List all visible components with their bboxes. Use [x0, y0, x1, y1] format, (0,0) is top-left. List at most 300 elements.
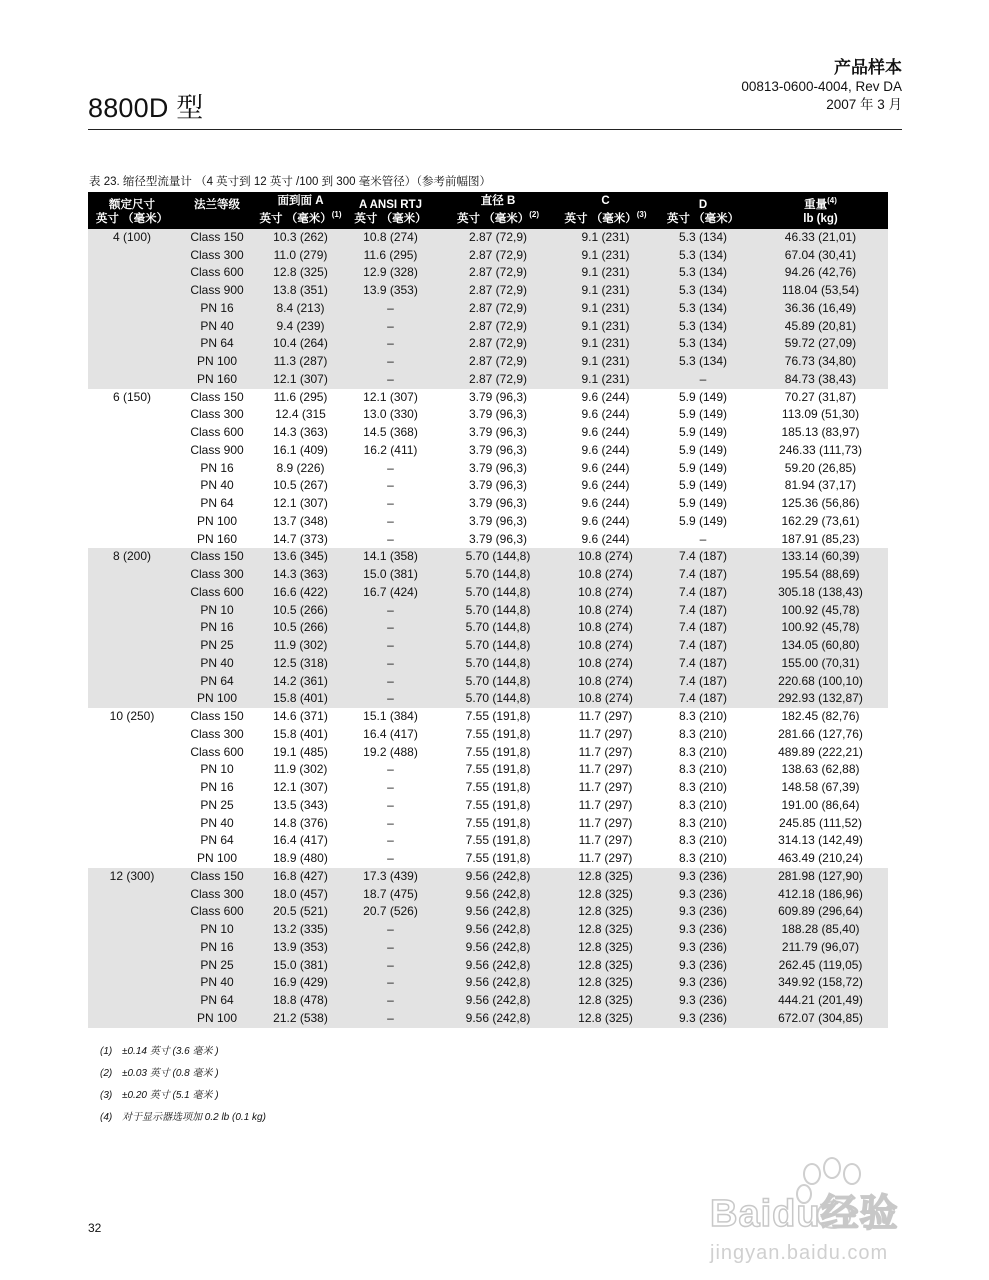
- table-cell: 14.5 (368): [363, 425, 418, 440]
- table-cell: 9.1 (231): [558, 371, 653, 389]
- table-row: [88, 957, 888, 975]
- table-row: [88, 673, 888, 691]
- table-cell: 8.3 (210): [678, 815, 728, 830]
- table-cell: 15.8 (401): [273, 726, 328, 741]
- column-unit-text: 英寸 （毫米）: [354, 212, 427, 225]
- table-cell: 3.79 (96,3): [468, 425, 528, 440]
- table-cell: 10.5 (267): [273, 478, 328, 493]
- table-header-row: [88, 192, 888, 229]
- table-cell: –: [387, 531, 394, 546]
- table-row: [88, 371, 888, 389]
- column-header-label: 法兰等级: [194, 198, 240, 211]
- table-cell: 13.7 (348): [273, 513, 328, 528]
- table-cell: 12.9 (328): [343, 264, 438, 282]
- table-row: [88, 690, 888, 708]
- table-cell: Class 150: [176, 229, 258, 247]
- table-row: [88, 992, 888, 1010]
- table-cell: 7.4 (187): [653, 673, 753, 691]
- table-cell: 100.92 (45,78): [753, 619, 888, 637]
- nominal-size-cell: [88, 584, 176, 602]
- table-cell: 9.3 (236): [653, 886, 753, 904]
- table-cell: 5.9 (149): [678, 460, 728, 475]
- table-cell: 7.55 (191,8): [465, 833, 531, 848]
- nominal-size-cell: [88, 726, 176, 744]
- table-cell: 5.9 (149): [678, 425, 728, 440]
- table-cell: 305.18 (138,43): [753, 584, 888, 602]
- table-cell: 8.3 (210): [678, 744, 728, 759]
- table-cell: 9.6 (244): [581, 496, 630, 511]
- footnote-text: ±0.20 英寸 (5.1 毫米 ): [122, 1090, 219, 1101]
- table-row: [88, 797, 888, 815]
- table-cell: 12.1 (307): [258, 371, 343, 389]
- table-cell: 16.6 (422): [258, 584, 343, 602]
- table-cell: 67.04 (30,41): [753, 247, 888, 265]
- table-row: [88, 619, 888, 637]
- table-row: [88, 566, 888, 584]
- table-row: [88, 708, 888, 726]
- table-cell: 10.8 (274): [558, 637, 653, 655]
- table-cell: PN 40: [200, 815, 234, 830]
- table-cell: PN 64: [200, 496, 234, 511]
- table-cell: Class 150: [176, 868, 258, 886]
- table-cell: 134.05 (60,80): [753, 637, 888, 655]
- nominal-size-cell: [88, 619, 176, 637]
- table-cell: 8.3 (210): [678, 780, 728, 795]
- table-cell: PN 100: [196, 851, 238, 866]
- column-header-unit: [258, 208, 343, 226]
- table-cell: 20.5 (521): [258, 903, 343, 921]
- table-cell: 5.9 (149): [678, 442, 728, 457]
- nominal-size-cell: [88, 335, 176, 353]
- nominal-size-cell: [88, 637, 176, 655]
- table-cell: 195.54 (88,69): [753, 566, 888, 584]
- table-cell: 9.1 (231): [558, 264, 653, 282]
- table-cell: 8.3 (210): [678, 797, 728, 812]
- table-cell: 9.1 (231): [558, 247, 653, 265]
- table-body: [88, 229, 888, 1028]
- table-cell: Class 300: [176, 886, 258, 904]
- table-cell: –: [343, 1010, 438, 1028]
- table-cell: –: [699, 531, 707, 546]
- table-cell: 9.6 (244): [581, 442, 630, 457]
- table-cell: 11.7 (297): [578, 833, 633, 848]
- nominal-size-cell: [88, 318, 176, 336]
- table-cell: 7.55 (191,8): [465, 709, 531, 724]
- table-cell: –: [343, 974, 438, 992]
- table-cell: 14.6 (371): [273, 709, 328, 724]
- table-cell: 5.9 (149): [678, 389, 728, 404]
- footnote-marker: (2): [529, 210, 539, 219]
- table-cell: –: [387, 478, 394, 493]
- table-cell: 9.56 (242,8): [438, 974, 558, 992]
- table-row: [88, 815, 888, 833]
- table-cell: PN 100: [176, 690, 258, 708]
- nominal-size-cell: [88, 602, 176, 620]
- table-cell: 246.33 (111,73): [779, 442, 862, 457]
- table-cell: Class 150: [190, 709, 244, 724]
- nominal-size-cell: [88, 247, 176, 265]
- document-header: [741, 57, 902, 114]
- table-cell: PN 16: [200, 460, 234, 475]
- table-cell: 5.70 (144,8): [438, 584, 558, 602]
- table-cell: 21.2 (538): [258, 1010, 343, 1028]
- table-cell: 3.79 (96,3): [468, 389, 528, 404]
- table-cell: 12.8 (325): [558, 921, 653, 939]
- table-row: [88, 495, 888, 513]
- table-cell: –: [387, 460, 394, 475]
- column-header-unit: [176, 212, 258, 226]
- table-cell: 19.2 (488): [363, 744, 418, 759]
- table-cell: PN 160: [196, 531, 238, 546]
- table-cell: 2.87 (72,9): [438, 282, 558, 300]
- table-cell: 9.4 (239): [258, 318, 343, 336]
- table-cell: Class 600: [190, 744, 244, 759]
- footnote-text: 对于显示器选项加 0.2 lb (0.1 kg): [122, 1112, 266, 1123]
- table-cell: 7.4 (187): [653, 619, 753, 637]
- table-cell: 12.1 (307): [273, 780, 328, 795]
- column-unit-text: 英寸 （毫米）: [95, 212, 169, 225]
- nominal-size-cell: [88, 282, 176, 300]
- footnote: [100, 1064, 219, 1079]
- table-cell: 182.45 (82,76): [781, 709, 860, 724]
- nominal-size-cell: [88, 513, 176, 531]
- nominal-size-cell: [88, 655, 176, 673]
- table-cell: 14.2 (361): [258, 673, 343, 691]
- table-cell: 18.9 (480): [273, 851, 328, 866]
- table-cell: 133.14 (60,39): [753, 548, 888, 566]
- nominal-size-cell: [88, 1010, 176, 1028]
- table-cell: 15.0 (381): [258, 957, 343, 975]
- table-cell: 10.8 (274): [558, 584, 653, 602]
- table-cell: 15.1 (384): [363, 709, 418, 724]
- baidu-watermark: [700, 1150, 940, 1270]
- column-header-label: A ANSI RTJ: [358, 198, 423, 211]
- table-cell: 7.4 (187): [653, 655, 753, 673]
- table-row: [88, 460, 888, 478]
- table-cell: 11.7 (297): [578, 726, 633, 741]
- table-cell: 245.85 (111,52): [779, 815, 862, 830]
- table-cell: PN 64: [200, 833, 234, 848]
- dimension-table-wrapper: [88, 192, 888, 1028]
- table-cell: 10.8 (274): [558, 673, 653, 691]
- dimension-table: [88, 192, 888, 1028]
- nominal-size-cell: [88, 690, 176, 708]
- table-row: [88, 264, 888, 282]
- column-header-2: [258, 192, 343, 229]
- table-cell: 2.87 (72,9): [438, 264, 558, 282]
- table-cell: 59.20 (26,85): [784, 460, 857, 475]
- nominal-size-cell: [88, 939, 176, 957]
- table-cell: 12.8 (325): [558, 957, 653, 975]
- table-cell: PN 25: [200, 797, 234, 812]
- column-header-label: 额定尺寸: [109, 198, 155, 211]
- footnote-text: ±0.03 英寸 (0.8 毫米 ): [122, 1068, 219, 1079]
- table-cell: 9.6 (244): [581, 407, 630, 422]
- table-cell: 7.55 (191,8): [465, 815, 531, 830]
- table-cell: 5.9 (149): [678, 478, 728, 493]
- column-header-unit: [438, 208, 558, 226]
- table-row: [88, 974, 888, 992]
- table-row: [88, 282, 888, 300]
- table-cell: 2.87 (72,9): [438, 335, 558, 353]
- table-cell: 463.49 (210,24): [778, 851, 863, 866]
- table-cell: PN 16: [200, 780, 234, 795]
- watermark-url: jingyan.baidu.com: [710, 1242, 889, 1264]
- table-row: [88, 353, 888, 371]
- table-cell: 11.7 (297): [578, 709, 633, 724]
- nominal-size-cell: [88, 371, 176, 389]
- column-header-7: [753, 192, 888, 229]
- table-cell: 12.8 (325): [558, 939, 653, 957]
- table-cell: –: [343, 957, 438, 975]
- table-row: [88, 637, 888, 655]
- table-cell: 7.4 (187): [653, 566, 753, 584]
- table-cell: 9.6 (244): [581, 531, 630, 546]
- table-cell: 13.8 (351): [258, 282, 343, 300]
- table-caption: 表 23. 缩径型流量计 （4 英寸到 12 英寸 /100 到 300 毫米管径）（参考前幅图）: [89, 176, 491, 188]
- table-cell: 5.3 (134): [653, 353, 753, 371]
- table-cell: 3.79 (96,3): [468, 442, 528, 457]
- table-cell: 5.9 (149): [678, 407, 728, 422]
- table-cell: 9.3 (236): [653, 974, 753, 992]
- page-number: 32: [88, 1221, 102, 1235]
- table-cell: 17.3 (439): [343, 868, 438, 886]
- footnote-number: (1): [100, 1046, 113, 1057]
- table-cell: 118.04 (53,54): [753, 282, 888, 300]
- table-row: [88, 424, 888, 442]
- table-row: [88, 939, 888, 957]
- table-cell: PN 10: [176, 921, 258, 939]
- nominal-size-cell: [88, 903, 176, 921]
- nominal-size-cell: [88, 477, 176, 495]
- nominal-size-cell: [88, 566, 176, 584]
- table-cell: 9.56 (242,8): [438, 886, 558, 904]
- table-cell: 412.18 (186,96): [753, 886, 888, 904]
- nominal-size-cell: 6 (150): [112, 389, 152, 404]
- table-cell: 16.7 (424): [343, 584, 438, 602]
- table-row: [88, 318, 888, 336]
- table-cell: 314.13 (142,49): [778, 833, 863, 848]
- column-header-label: 重量: [804, 198, 828, 211]
- table-cell: 5.70 (144,8): [438, 602, 558, 620]
- table-cell: 7.4 (187): [653, 584, 753, 602]
- table-cell: 10.8 (274): [558, 690, 653, 708]
- table-cell: 9.6 (244): [581, 513, 630, 528]
- nominal-size-cell: [88, 815, 176, 833]
- column-header-3: [343, 192, 438, 229]
- nominal-size-cell: [88, 406, 176, 424]
- table-cell: 12.8 (325): [558, 1010, 653, 1028]
- nominal-size-cell: [88, 779, 176, 797]
- table-row: [88, 850, 888, 868]
- table-cell: 11.3 (287): [258, 353, 343, 371]
- table-cell: 9.56 (242,8): [438, 957, 558, 975]
- table-cell: 489.89 (222,21): [778, 744, 863, 759]
- table-cell: PN 10: [200, 762, 234, 777]
- footnote-marker: (4): [827, 196, 837, 205]
- table-row: [88, 832, 888, 850]
- table-cell: 14.8 (376): [273, 815, 328, 830]
- table-cell: –: [343, 655, 438, 673]
- table-cell: 12.8 (325): [558, 974, 653, 992]
- table-cell: 262.45 (119,05): [753, 957, 888, 975]
- column-unit-text: 英寸 （毫米）: [259, 212, 332, 225]
- table-cell: 10.8 (274): [558, 548, 653, 566]
- table-cell: –: [653, 371, 753, 389]
- table-cell: 7.55 (191,8): [465, 780, 531, 795]
- table-cell: 7.4 (187): [653, 602, 753, 620]
- table-cell: 9.3 (236): [653, 868, 753, 886]
- table-cell: PN 40: [200, 478, 234, 493]
- column-header-unit: [753, 212, 888, 226]
- table-cell: 5.70 (144,8): [438, 637, 558, 655]
- nominal-size-cell: [88, 921, 176, 939]
- table-cell: 11.9 (302): [273, 762, 328, 777]
- table-row: [88, 1010, 888, 1028]
- table-cell: 8.3 (210): [678, 762, 728, 777]
- table-cell: 45.89 (20,81): [753, 318, 888, 336]
- table-cell: Class 600: [190, 425, 244, 440]
- table-cell: 9.56 (242,8): [438, 992, 558, 1010]
- table-cell: 281.98 (127,90): [753, 868, 888, 886]
- table-cell: 13.5 (343): [273, 797, 328, 812]
- table-cell: 2.87 (72,9): [438, 229, 558, 247]
- table-row: [88, 406, 888, 424]
- table-cell: 155.00 (70,31): [753, 655, 888, 673]
- table-cell: –: [343, 992, 438, 1010]
- table-cell: PN 100: [196, 513, 238, 528]
- table-cell: PN 64: [176, 335, 258, 353]
- table-cell: 5.70 (144,8): [438, 619, 558, 637]
- column-header-6: [653, 192, 753, 229]
- nominal-size-cell: [88, 264, 176, 282]
- footnote: [100, 1086, 219, 1101]
- table-cell: 13.0 (330): [363, 407, 418, 422]
- table-cell: –: [343, 602, 438, 620]
- nominal-size-cell: 12 (300): [88, 868, 176, 886]
- table-cell: 113.09 (51,30): [781, 407, 860, 422]
- table-cell: 14.7 (373): [273, 531, 328, 546]
- table-cell: 10.8 (274): [558, 655, 653, 673]
- table-cell: 2.87 (72,9): [438, 318, 558, 336]
- table-cell: Class 600: [176, 264, 258, 282]
- table-cell: 5.70 (144,8): [438, 655, 558, 673]
- table-cell: 5.3 (134): [653, 282, 753, 300]
- table-cell: 2.87 (72,9): [438, 247, 558, 265]
- table-cell: 12.8 (325): [558, 868, 653, 886]
- table-cell: 5.9 (149): [678, 496, 728, 511]
- column-header-label: 面到面 A: [277, 195, 324, 207]
- nominal-size-cell: [88, 300, 176, 318]
- table-cell: PN 40: [176, 655, 258, 673]
- table-cell: 84.73 (38,43): [753, 371, 888, 389]
- column-header-unit: [88, 212, 176, 226]
- column-unit-text: 英寸 （毫米）: [564, 212, 637, 225]
- doc-number: 00813-0600-4004, Rev DA: [741, 79, 902, 94]
- table-cell: 10.8 (274): [558, 619, 653, 637]
- table-cell: 9.1 (231): [558, 300, 653, 318]
- table-cell: 8.3 (210): [678, 833, 728, 848]
- table-cell: 3.79 (96,3): [468, 478, 528, 493]
- table-cell: 59.72 (27,09): [753, 335, 888, 353]
- footnote-marker: (1): [331, 210, 342, 219]
- table-cell: 11.0 (279): [258, 247, 343, 265]
- footnote-marker: (3): [636, 210, 647, 219]
- table-cell: 2.87 (72,9): [438, 300, 558, 318]
- table-cell: 9.56 (242,8): [438, 939, 558, 957]
- nominal-size-cell: [88, 460, 176, 478]
- table-cell: 9.1 (231): [558, 353, 653, 371]
- table-cell: PN 100: [176, 1010, 258, 1028]
- footnote-number: (3): [100, 1090, 113, 1101]
- table-cell: 94.26 (42,76): [753, 264, 888, 282]
- table-cell: –: [387, 851, 394, 866]
- table-row: [88, 886, 888, 904]
- table-cell: –: [343, 318, 438, 336]
- table-cell: PN 100: [176, 353, 258, 371]
- header-divider: [88, 129, 902, 130]
- table-cell: –: [343, 690, 438, 708]
- table-cell: 5.3 (134): [653, 264, 753, 282]
- table-row: [88, 744, 888, 762]
- table-row: [88, 921, 888, 939]
- table-cell: 349.92 (158,72): [753, 974, 888, 992]
- nominal-size-cell: [88, 744, 176, 762]
- table-cell: 9.56 (242,8): [438, 903, 558, 921]
- table-cell: Class 300: [190, 726, 244, 741]
- table-row: [88, 531, 888, 549]
- table-cell: 11.7 (297): [578, 762, 633, 777]
- table-cell: 8.3 (210): [678, 726, 728, 741]
- table-row: [88, 726, 888, 744]
- table-cell: 10.8 (274): [558, 602, 653, 620]
- table-cell: 672.07 (304,85): [753, 1010, 888, 1028]
- table-cell: PN 10: [176, 602, 258, 620]
- table-cell: 9.1 (231): [558, 318, 653, 336]
- table-row: [88, 247, 888, 265]
- table-cell: 9.3 (236): [653, 992, 753, 1010]
- table-cell: Class 900: [190, 442, 244, 457]
- table-cell: 18.0 (457): [258, 886, 343, 904]
- table-cell: 9.1 (231): [558, 335, 653, 353]
- table-row: [88, 229, 888, 247]
- table-cell: 11.7 (297): [578, 780, 633, 795]
- table-row: [88, 548, 888, 566]
- table-cell: –: [387, 815, 394, 830]
- table-cell: 7.55 (191,8): [465, 762, 531, 777]
- table-cell: 9.56 (242,8): [438, 868, 558, 886]
- column-header-5: [558, 192, 653, 229]
- table-cell: 14.3 (363): [273, 425, 328, 440]
- table-cell: PN 16: [176, 300, 258, 318]
- table-cell: 16.4 (417): [363, 726, 418, 741]
- table-row: [88, 300, 888, 318]
- table-row: [88, 477, 888, 495]
- table-cell: 9.6 (244): [581, 478, 630, 493]
- table-cell: 185.13 (83,97): [781, 425, 860, 440]
- table-cell: 15.8 (401): [258, 690, 343, 708]
- table-cell: PN 160: [176, 371, 258, 389]
- table-cell: PN 40: [176, 318, 258, 336]
- footnote: [100, 1042, 219, 1057]
- column-header-unit: [653, 212, 753, 226]
- table-cell: 11.7 (297): [578, 815, 633, 830]
- table-cell: Class 300: [176, 566, 258, 584]
- table-cell: 18.7 (475): [343, 886, 438, 904]
- table-cell: –: [343, 353, 438, 371]
- table-cell: 191.00 (86,64): [781, 797, 860, 812]
- table-cell: PN 16: [176, 619, 258, 637]
